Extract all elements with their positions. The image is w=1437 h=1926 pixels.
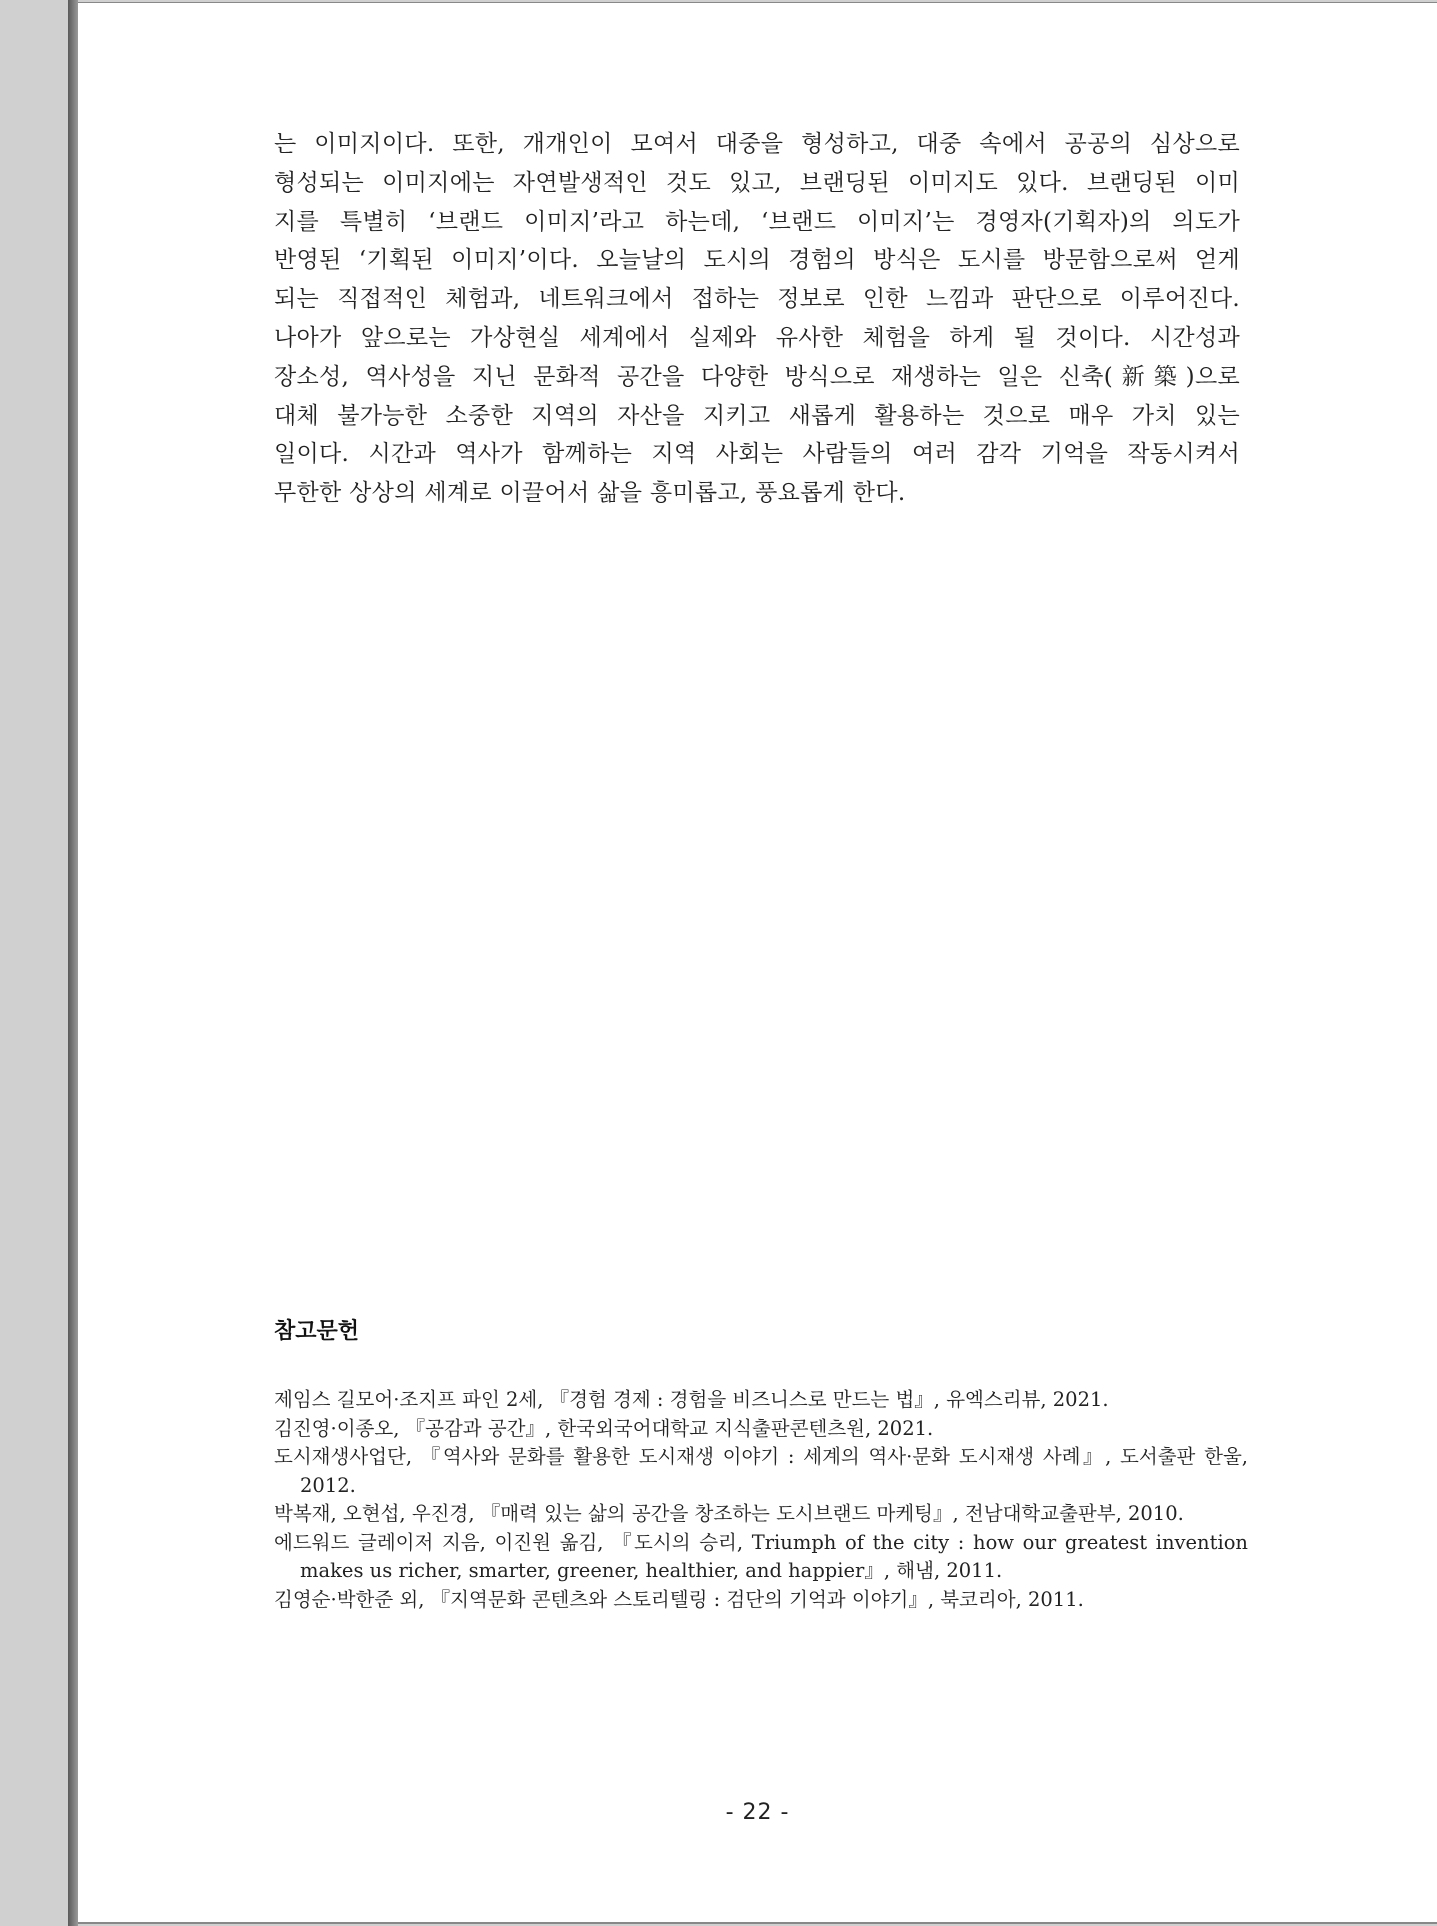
page-number: - 22 - xyxy=(725,1800,790,1825)
body-line: 형성되는 이미지에는 자연발생적인 것도 있고, 브랜딩된 이미지도 있다. 브랜딩된 이미 xyxy=(274,169,1240,196)
body-line: 되는 직접적인 체험과, 네트워크에서 접하는 정보로 인한 느낌과 판단으로 이루어진다. xyxy=(274,286,1240,313)
body-line: 나아가 앞으로는 가상현실 세계에서 실제와 유사한 체험을 하게 될 것이다. 시간성과 xyxy=(274,324,1240,351)
reference-item: 김영순·박한준 외, 『지역문화 콘텐츠와 스토리텔링 : 검단의 기억과 이야기』, 북코리아, 2011. xyxy=(274,1587,1084,1611)
body-paragraph xyxy=(274,125,1240,513)
body-line: 일이다. 시간과 역사가 함께하는 지역 사회는 사람들의 여러 감각 기억을 작동시켜서 xyxy=(274,441,1240,468)
body-line: 장소성, 역사성을 지닌 문화적 공간을 다양한 방식으로 재생하는 일은 신축(新築)으로 xyxy=(274,363,1240,390)
references-heading: 참고문헌 xyxy=(274,1319,360,1344)
reference-item: 박복재, 오현섭, 우진경, 『매력 있는 삶의 공간을 창조하는 도시브랜드 마케팅』, 전남대학교출판부, 2010. xyxy=(274,1502,1184,1525)
document-page xyxy=(78,2,1437,1924)
references-list xyxy=(274,1386,1248,1614)
body-line: 반영된 ‘기획된 이미지’이다. 오늘날의 도시의 경험의 방식은 도시를 방문함으로써 얻게 xyxy=(274,247,1240,274)
reference-item: 에드워드 글레이저 지음, 이진원 옮김, 『도시의 승리, Triumph of the city : how our greatest invention makes us richer, smarter, greener, healthier, and happier』, 해냄, 2011. xyxy=(274,1530,1248,1582)
reference-item: 도시재생사업단, 『역사와 문화를 활용한 도시재생 이야기 : 세계의 역사·문화 도시재생 사례』, 도서출판 한울, 2012. xyxy=(274,1445,1248,1497)
reference-item: 김진영·이종오, 『공감과 공간』, 한국외국어대학교 지식출판콘텐츠원, 2021. xyxy=(274,1416,934,1440)
body-line: 무한한 상상의 세계로 이끌어서 삶을 흥미롭고, 풍요롭게 한다. xyxy=(274,480,906,507)
page-edge-shadow xyxy=(68,0,78,1926)
body-line: 대체 불가능한 소중한 지역의 자산을 지키고 새롭게 활용하는 것으로 매우 가치 있는 xyxy=(274,402,1240,429)
reference-item: 제임스 길모어·조지프 파인 2세, 『경험 경제 : 경험을 비즈니스로 만드는 법』, 유엑스리뷰, 2021. xyxy=(274,1388,1109,1411)
body-line: 지를 특별히 ‘브랜드 이미지’라고 하는데, ‘브랜드 이미지’는 경영자(기획자)의 의도가 xyxy=(274,208,1240,235)
body-line: 는 이미지이다. 또한, 개개인이 모여서 대중을 형성하고, 대중 속에서 공공의 심상으로 xyxy=(274,131,1240,157)
